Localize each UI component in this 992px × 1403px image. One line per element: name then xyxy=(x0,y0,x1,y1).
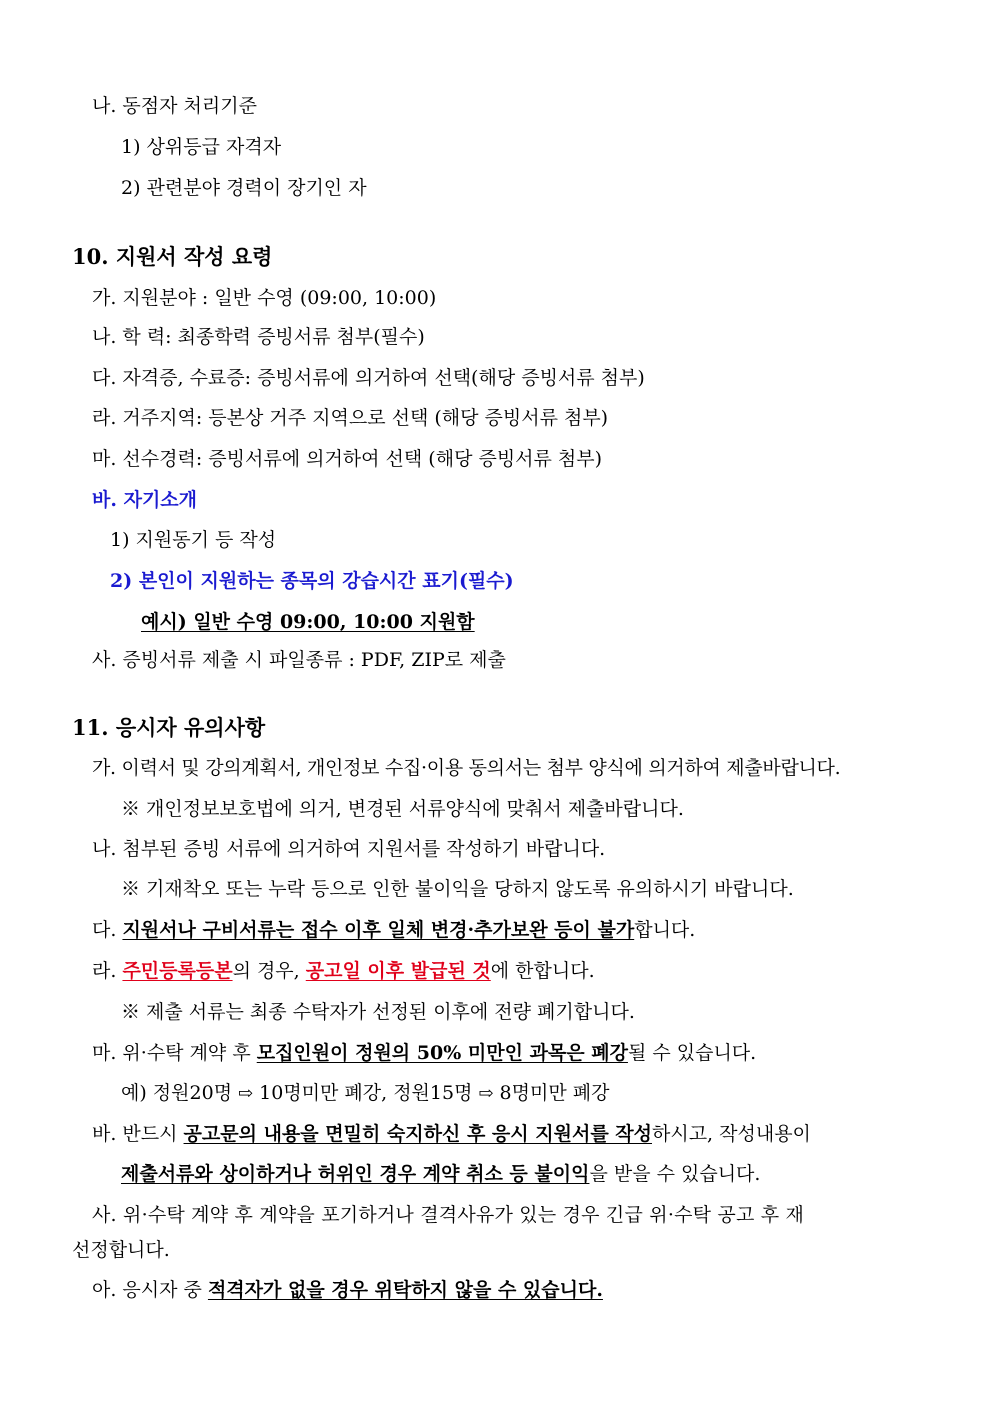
s11-sa-cont: 선정합니다. xyxy=(72,1239,170,1261)
s11-ma-prefix: 마. 위·수탁 계약 후 xyxy=(92,1042,257,1064)
s11-ra-emphasis-2: 공고일 이후 발급된 것 xyxy=(305,960,491,982)
s11-ba-suffix: 하시고, 작성내용이 xyxy=(652,1123,811,1145)
s10-title: 10. 지원서 작성 요령 xyxy=(72,244,273,269)
s11-ba-emphasis: 공고문의 내용을 면밀히 숙지하신 후 응시 지원서를 작성 xyxy=(183,1123,652,1145)
s11-a-emphasis: 적격자가 없을 경우 위탁하지 않을 수 있습니다. xyxy=(207,1279,603,1301)
s11-ma-suffix: 될 수 있습니다. xyxy=(627,1042,757,1064)
s10-na: 나. 학 력: 최종학력 증빙서류 첨부(필수) xyxy=(92,326,425,348)
s10-ga: 가. 지원분야 : 일반 수영 (09:00, 10:00) xyxy=(92,287,437,309)
s11-na-note: ※ 기재착오 또는 누락 등으로 인한 불이익을 당하지 않도록 유의하시기 바랍니다. xyxy=(121,878,794,900)
s11-ra-prefix: 라. xyxy=(92,960,123,982)
s10-ma: 마. 선수경력: 증빙서류에 의거하여 선택 (해당 증빙서류 첨부) xyxy=(92,448,603,470)
s11-a-prefix: 아. 응시자 중 xyxy=(92,1279,208,1301)
s11-da-emphasis: 지원서나 구비서류는 접수 이후 일체 변경·추가보완 등이 불가 xyxy=(122,919,635,941)
s11-da-prefix: 다. xyxy=(92,919,123,941)
s11-ba-cont-suffix: 을 받을 수 있습니다. xyxy=(589,1163,761,1185)
s11-ma-example-c: 8명미만 폐강 xyxy=(499,1082,610,1104)
s11-ma-example xyxy=(121,1081,609,1106)
arrow-right-icon: ⇨ xyxy=(478,1083,494,1104)
s10-ba: 바. 자기소개 xyxy=(92,489,197,511)
s9-na-item1: 1) 상위등급 자격자 xyxy=(121,136,282,158)
s11-da xyxy=(92,918,695,942)
s11-a xyxy=(92,1278,603,1302)
s10-ba-item2: 2) 본인이 지원하는 종목의 강습시간 표기(필수) xyxy=(110,570,514,592)
s10-ba-example: 예시) 일반 수영 09:00, 10:00 지원함 xyxy=(141,611,475,633)
s9-na-item2: 2) 관련분야 경력이 장기인 자 xyxy=(121,177,367,199)
s11-ma-example-a: 예) 정원20명 xyxy=(121,1082,233,1104)
s11-ba-prefix: 바. 반드시 xyxy=(92,1123,184,1145)
s11-ra-emphasis-1: 주민등록등본 xyxy=(122,960,233,982)
s11-ma xyxy=(92,1041,756,1065)
s11-ra xyxy=(92,959,595,983)
s10-ba-item1: 1) 지원동기 등 작성 xyxy=(110,529,277,551)
arrow-right-icon: ⇨ xyxy=(238,1083,254,1104)
s11-ba xyxy=(92,1122,811,1146)
s11-title: 11. 응시자 유의사항 xyxy=(72,715,266,740)
s10-da: 다. 자격증, 수료증: 증빙서류에 의거하여 선택(해당 증빙서류 첨부) xyxy=(92,367,645,389)
s10-ra: 라. 거주지역: 등본상 거주 지역으로 선택 (해당 증빙서류 첨부) xyxy=(92,407,609,429)
s11-na: 나. 첨부된 증빙 서류에 의거하여 지원서를 작성하기 바랍니다. xyxy=(92,838,606,860)
s11-ba-cont-emphasis: 제출서류와 상이하거나 허위인 경우 계약 취소 등 불이익 xyxy=(121,1163,590,1185)
s11-ma-emphasis: 모집인원이 정원의 50% 미만인 과목은 폐강 xyxy=(256,1042,628,1064)
s11-ma-example-b: 10명미만 폐강, 정원15명 xyxy=(259,1082,473,1104)
s11-ra-suffix: 에 한합니다. xyxy=(490,960,595,982)
s11-ra-mid: 의 경우, xyxy=(232,960,306,982)
s11-ga-note: ※ 개인정보보호법에 의거, 변경된 서류양식에 맞춰서 제출바랍니다. xyxy=(121,798,684,820)
s11-ba-cont xyxy=(121,1162,760,1186)
s9-na: 나. 동점자 처리기준 xyxy=(92,95,257,117)
s10-sa: 사. 증빙서류 제출 시 파일종류 : PDF, ZIP로 제출 xyxy=(92,649,506,671)
s11-sa: 사. 위·수탁 계약 후 계약을 포기하거나 결격사유가 있는 경우 긴급 위·수탁 공고 후 재 xyxy=(92,1204,805,1226)
s11-da-suffix: 합니다. xyxy=(634,919,696,941)
s11-ga: 가. 이력서 및 강의계획서, 개인정보 수집·이용 동의서는 첨부 양식에 의거하여 제출바랍니다. xyxy=(92,757,841,779)
s11-ra-note: ※ 제출 서류는 최종 수탁자가 선정된 이후에 전량 폐기합니다. xyxy=(121,1001,635,1023)
